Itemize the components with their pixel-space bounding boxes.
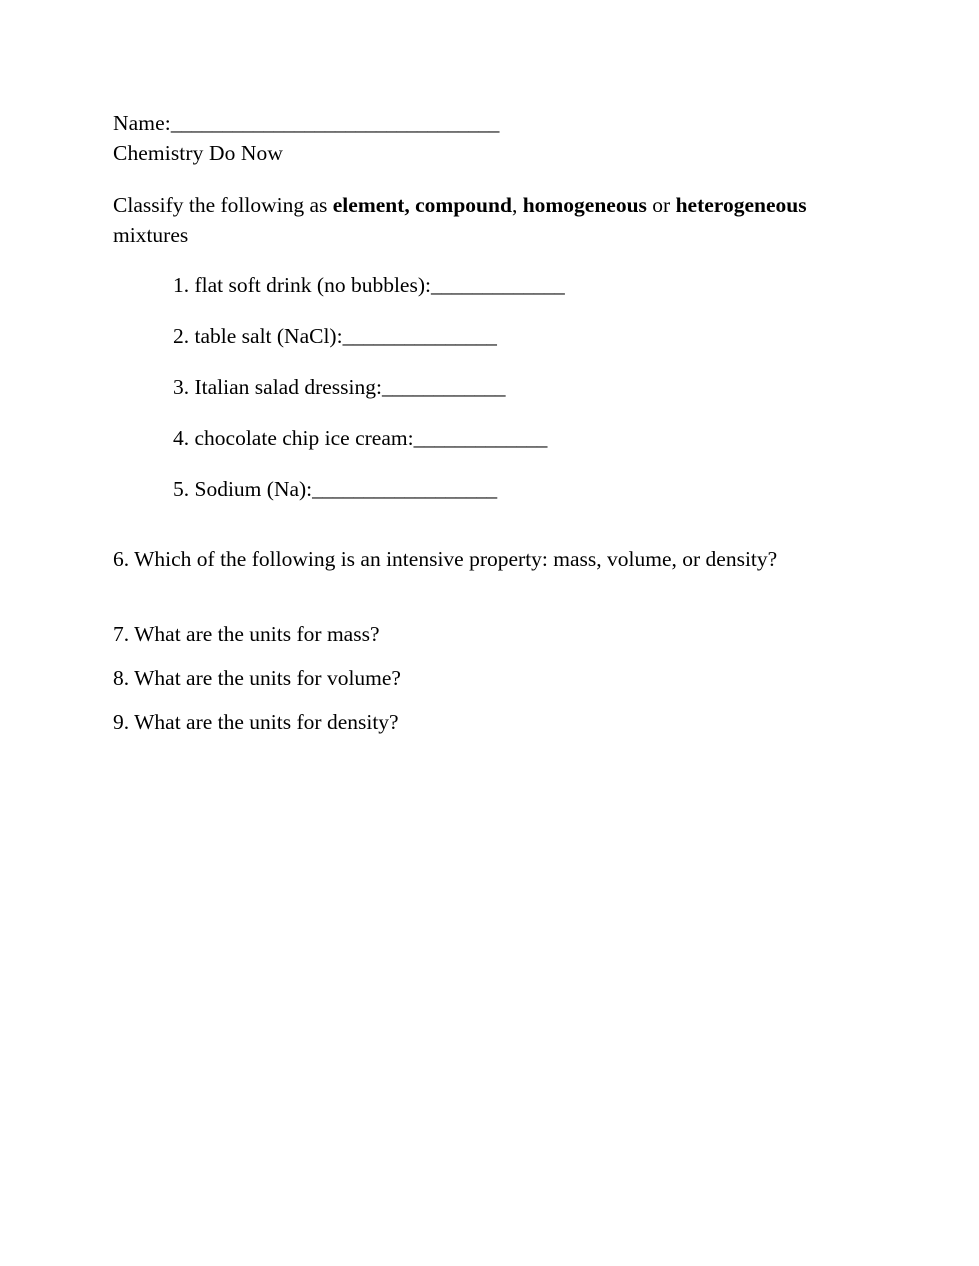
- instruction-bold-heterogeneous: heterogeneous: [675, 193, 807, 217]
- item-text: 5. Sodium (Na):: [173, 477, 313, 501]
- answer-blank: _____________: [413, 426, 547, 450]
- questions-7-9-block: [113, 619, 873, 737]
- name-field-line: [113, 108, 873, 138]
- item-text: 3. Italian salad dressing:: [173, 375, 382, 399]
- document-subtitle: Chemistry Do Now: [113, 141, 284, 165]
- list-item: [173, 423, 873, 453]
- instruction-separator-2: or: [646, 193, 676, 217]
- answer-blank: __________________: [312, 477, 497, 501]
- classify-item-list: [113, 270, 873, 504]
- list-item: [173, 270, 873, 300]
- instruction-separator-1: ,: [511, 193, 523, 217]
- item-text: 1. flat soft drink (no bubbles):: [173, 273, 431, 297]
- question-6-text: 6. Which of the following is an intensive property: mass, volume, or density?: [113, 547, 778, 571]
- item-text: 2. table salt (NaCl):: [173, 324, 343, 348]
- question-6-block: [113, 544, 873, 575]
- name-label: Name:: [113, 111, 171, 135]
- list-item: [173, 321, 873, 351]
- list-item: [173, 474, 873, 504]
- answer-blank: ____________: [381, 375, 505, 399]
- question-8-text: 8. What are the units for volume?: [113, 666, 401, 690]
- answer-blank: _____________: [430, 273, 565, 297]
- spacer: [113, 168, 873, 190]
- question-9-text: 9. What are the units for density?: [113, 710, 399, 734]
- answer-blank: _______________: [342, 324, 497, 348]
- instruction-bold-element-compound: element, compound: [332, 193, 512, 217]
- document-body: [113, 108, 873, 751]
- instruction-tail: mixtures: [113, 223, 189, 247]
- item-text: 4. chocolate chip ice cream:: [173, 426, 414, 450]
- name-blank: ________________________________: [170, 111, 499, 135]
- list-item: [173, 372, 873, 402]
- instruction-paragraph: [113, 190, 813, 250]
- instruction-lead: Classify the following as: [113, 193, 333, 217]
- instruction-bold-homogeneous: homogeneous: [522, 193, 647, 217]
- question-7-text: 7. What are the units for mass?: [113, 622, 380, 646]
